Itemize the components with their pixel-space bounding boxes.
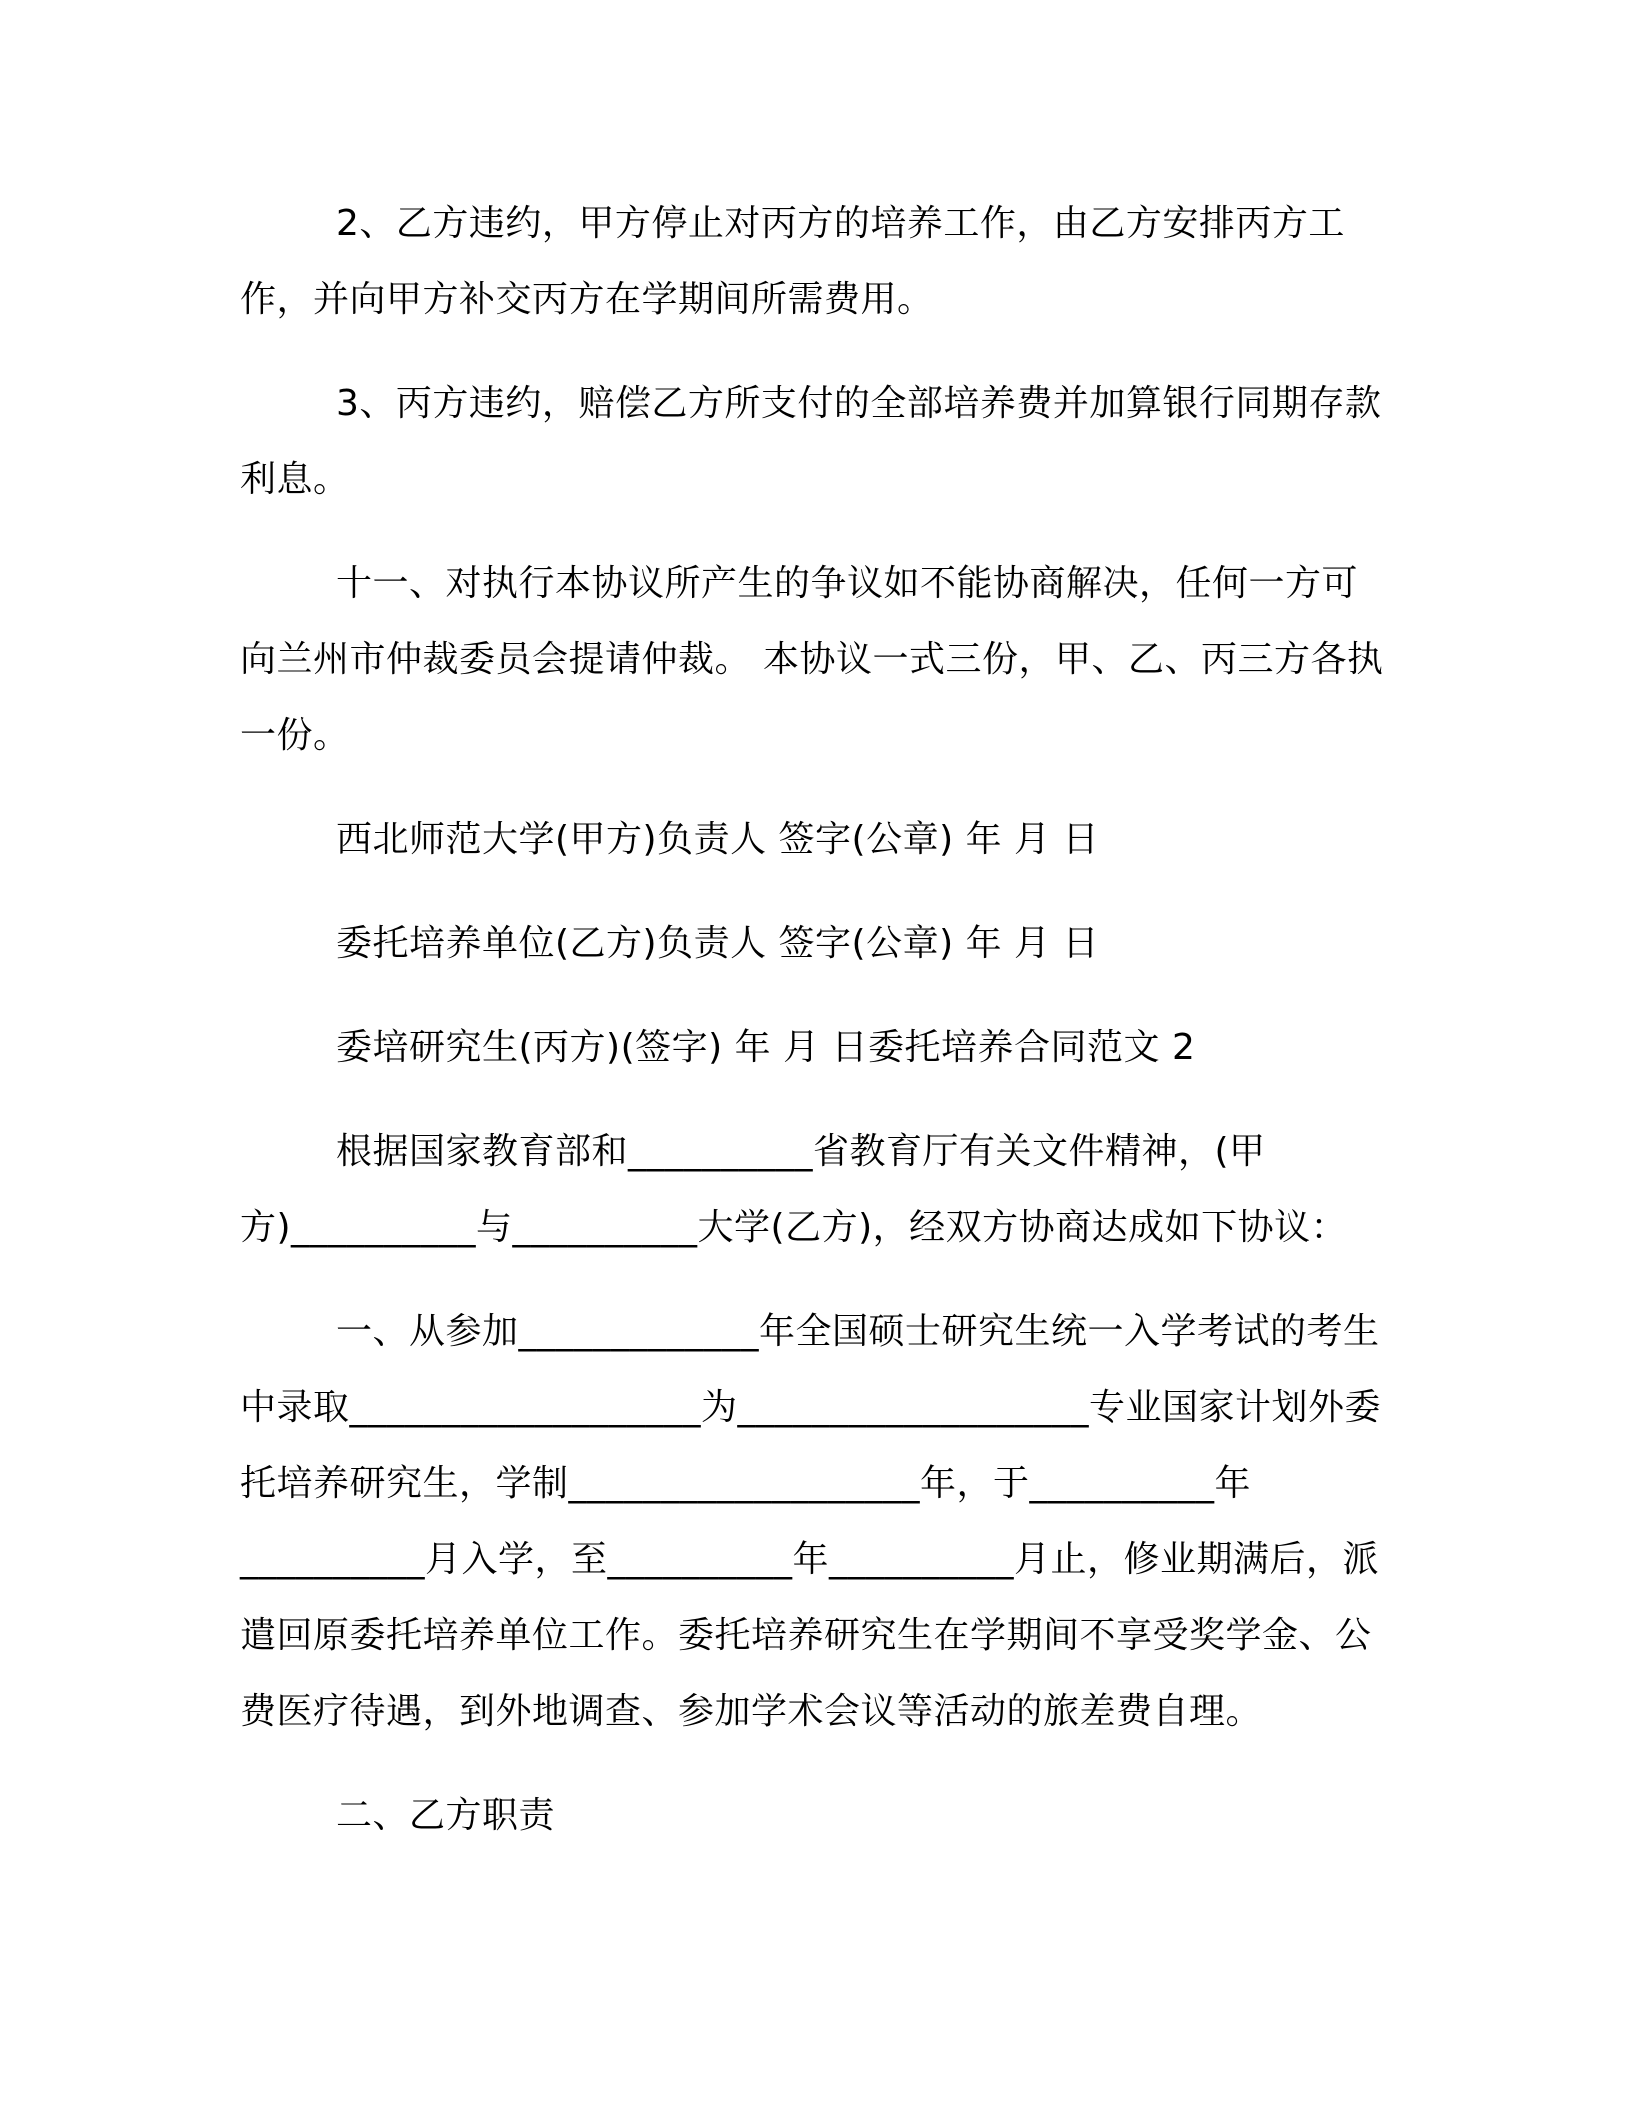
signature-line-party-c: 委培研究生(丙方)(签字) 年 月 日委托培养合同范文 2 (336, 1027, 1196, 1068)
paragraph-preamble: 根据国家教育部和__________省教育厅有关文件精神，(甲方)__________与__________大学(乙方)，经双方协商达成如下协议： (240, 1131, 1348, 1248)
paragraph-arbitration: 十一、对执行本协议所产生的争议如不能协商解决，任何一方可向兰州市仲裁委员会提请仲裁。 本协议一式三份，甲、乙、丙三方各执一份。 (240, 563, 1384, 756)
signature-line-party-a: 西北师范大学(甲方)负责人 签字(公章) 年 月 日 (336, 819, 1099, 860)
signature-line-party-b: 委托培养单位(乙方)负责人 签字(公章) 年 月 日 (336, 923, 1099, 964)
paragraph-breach-party-c: 3、丙方违约，赔偿乙方所支付的全部培养费并加算银行同期存款利息。 (240, 383, 1382, 500)
paragraph-clause-one: 一、从参加_____________年全国硕士研究生统一入学考试的考生中录取___________________为___________________专业国家计划外委托培养研究生，学制___________________年，于__________年__________月入学，至__________年__________月止，修业期满后，派遣回原委托培养单位工作。委托培养研究生在学期间不享受奖学金、公费医疗待遇，到外地调查、参加学术会议等活动的旅差费自理。 (240, 1311, 1382, 1732)
section-heading-party-b-duties: 二、乙方职责 (336, 1795, 556, 1836)
paragraph-breach-party-b: 2、乙方违约，甲方停止对丙方的培养工作，由乙方安排丙方工作，并向甲方补交丙方在学期间所需费用。 (240, 203, 1345, 320)
document-body (240, 186, 1392, 1882)
